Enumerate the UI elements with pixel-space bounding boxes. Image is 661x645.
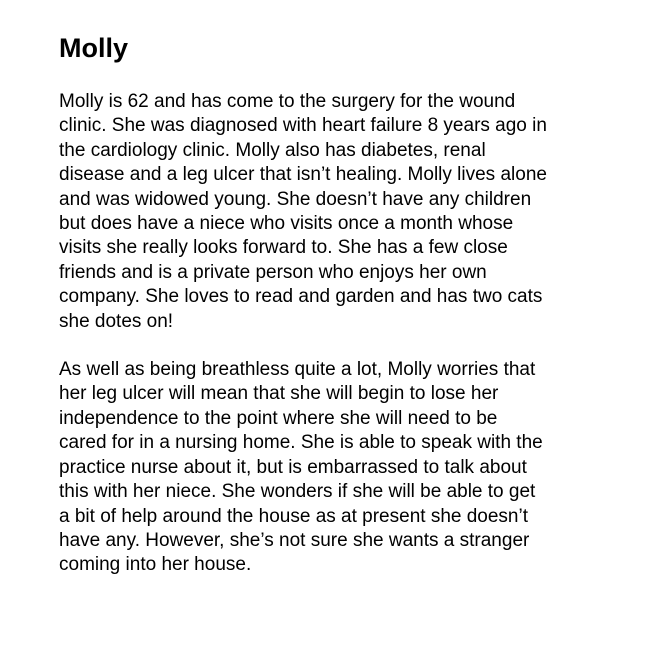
- paragraph-line: the cardiology clinic. Molly also has diabetes, renal: [59, 139, 486, 161]
- paragraph-line: have any. However, she’s not sure she wants a stranger: [59, 529, 530, 551]
- paragraph-line: visits she really looks forward to. She has a few close: [59, 237, 508, 259]
- paragraph-line: her leg ulcer will mean that she will begin to lose her: [59, 383, 499, 405]
- paragraph-line: friends and is a private person who enjoys her own: [59, 261, 487, 283]
- paragraph-line: coming into her house.: [59, 554, 252, 576]
- paragraph-line: and was widowed young. She doesn’t have any children: [59, 188, 532, 210]
- paragraph-line: she dotes on!: [59, 310, 174, 332]
- paragraph-line: but does have a niece who visits once a month whose: [59, 213, 514, 235]
- document: [59, 32, 619, 578]
- paragraph-line: As well as being breathless quite a lot, Molly worries that: [59, 359, 536, 381]
- paragraph-line: company. She loves to read and garden and has two cats: [59, 286, 543, 308]
- paragraph-2: [59, 358, 619, 578]
- paragraph-line: clinic. She was diagnosed with heart failure 8 years ago in: [59, 115, 547, 137]
- paragraph-line: disease and a leg ulcer that isn’t healing. Molly lives alone: [59, 164, 547, 186]
- paragraph-line: a bit of help around the house as at present she doesn’t: [59, 505, 528, 527]
- paragraph-line: independence to the point where she will need to be: [59, 407, 498, 429]
- document-title: Molly: [59, 33, 129, 63]
- paragraph-1: [59, 90, 619, 334]
- paragraph-line: cared for in a nursing home. She is able to speak with the: [59, 432, 543, 454]
- paragraph-line: practice nurse about it, but is embarrassed to talk about: [59, 456, 527, 478]
- paragraph-line: Molly is 62 and has come to the surgery for the wound: [59, 91, 516, 112]
- paragraph-line: this with her niece. She wonders if she will be able to get: [59, 481, 536, 503]
